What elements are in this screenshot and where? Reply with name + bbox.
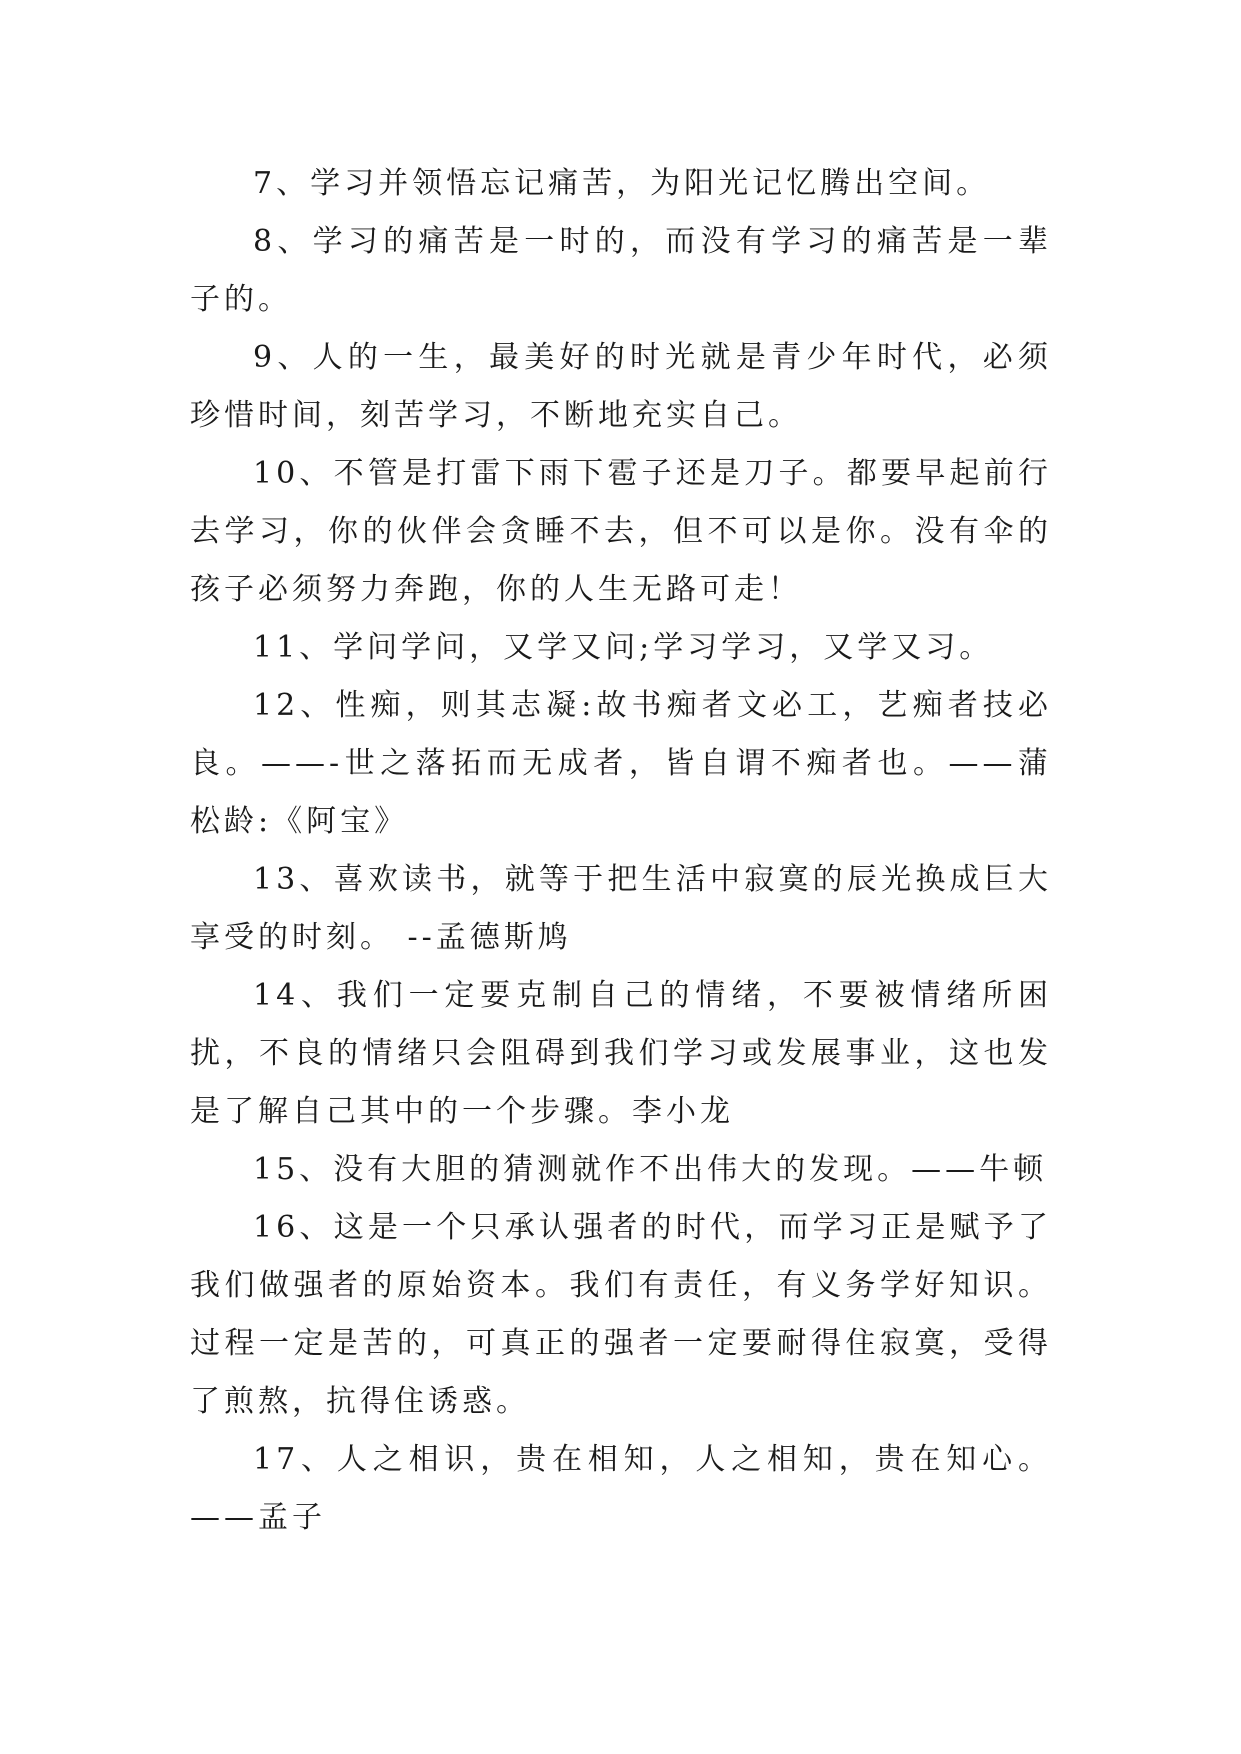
paragraph-14: 14、我们一定要克制自己的情绪，不要被情绪所困扰，不良的情绪只会阻碍到我们学习或发展事业，这也发是了解自己其中的一个步骤。李小龙 (190, 978, 1052, 1129)
paragraph-7: 7、学习并领悟忘记痛苦，为阳光记忆腾出空间。 (253, 166, 991, 201)
paragraph-8: 8、学习的痛苦是一时的，而没有学习的痛苦是一辈子的。 (190, 224, 1052, 317)
paragraph-17: 17、人之相识，贵在相知，人之相知，贵在知心。——孟子 (190, 1442, 1052, 1535)
paragraph-9: 9、人的一生，最美好的时光就是青少年时代，必须珍惜时间，刻苦学习，不断地充实自己。 (190, 340, 1052, 433)
paragraph-16: 16、这是一个只承认强者的时代，而学习正是赋予了我们做强者的原始资本。我们有责任，有义务学好知识。过程一定是苦的，可真正的强者一定要耐得住寂寞，受得了煎熬，抗得住诱惑。 (190, 1210, 1052, 1419)
document-body (190, 155, 1052, 1547)
paragraph-15: 15、没有大胆的猜测就作不出伟大的发现。——牛顿 (253, 1152, 1048, 1187)
paragraph-10: 10、不管是打雷下雨下雹子还是刀子。都要早起前行去学习，你的伙伴会贪睡不去，但不可以是你。没有伞的孩子必须努力奔跑，你的人生无路可走！ (190, 456, 1052, 607)
paragraph-11: 11、学问学问，又学又问;学习学习，又学又习。 (253, 630, 994, 665)
paragraph-13: 13、喜欢读书，就等于把生活中寂寞的辰光换成巨大享受的时刻。 --孟德斯鸠 (190, 862, 1052, 955)
paragraph-12: 12、性痴，则其志凝:故书痴者文必工，艺痴者技必良。——-世之落拓而无成者，皆自谓不痴者也。——蒲松龄:《阿宝》 (190, 688, 1052, 839)
